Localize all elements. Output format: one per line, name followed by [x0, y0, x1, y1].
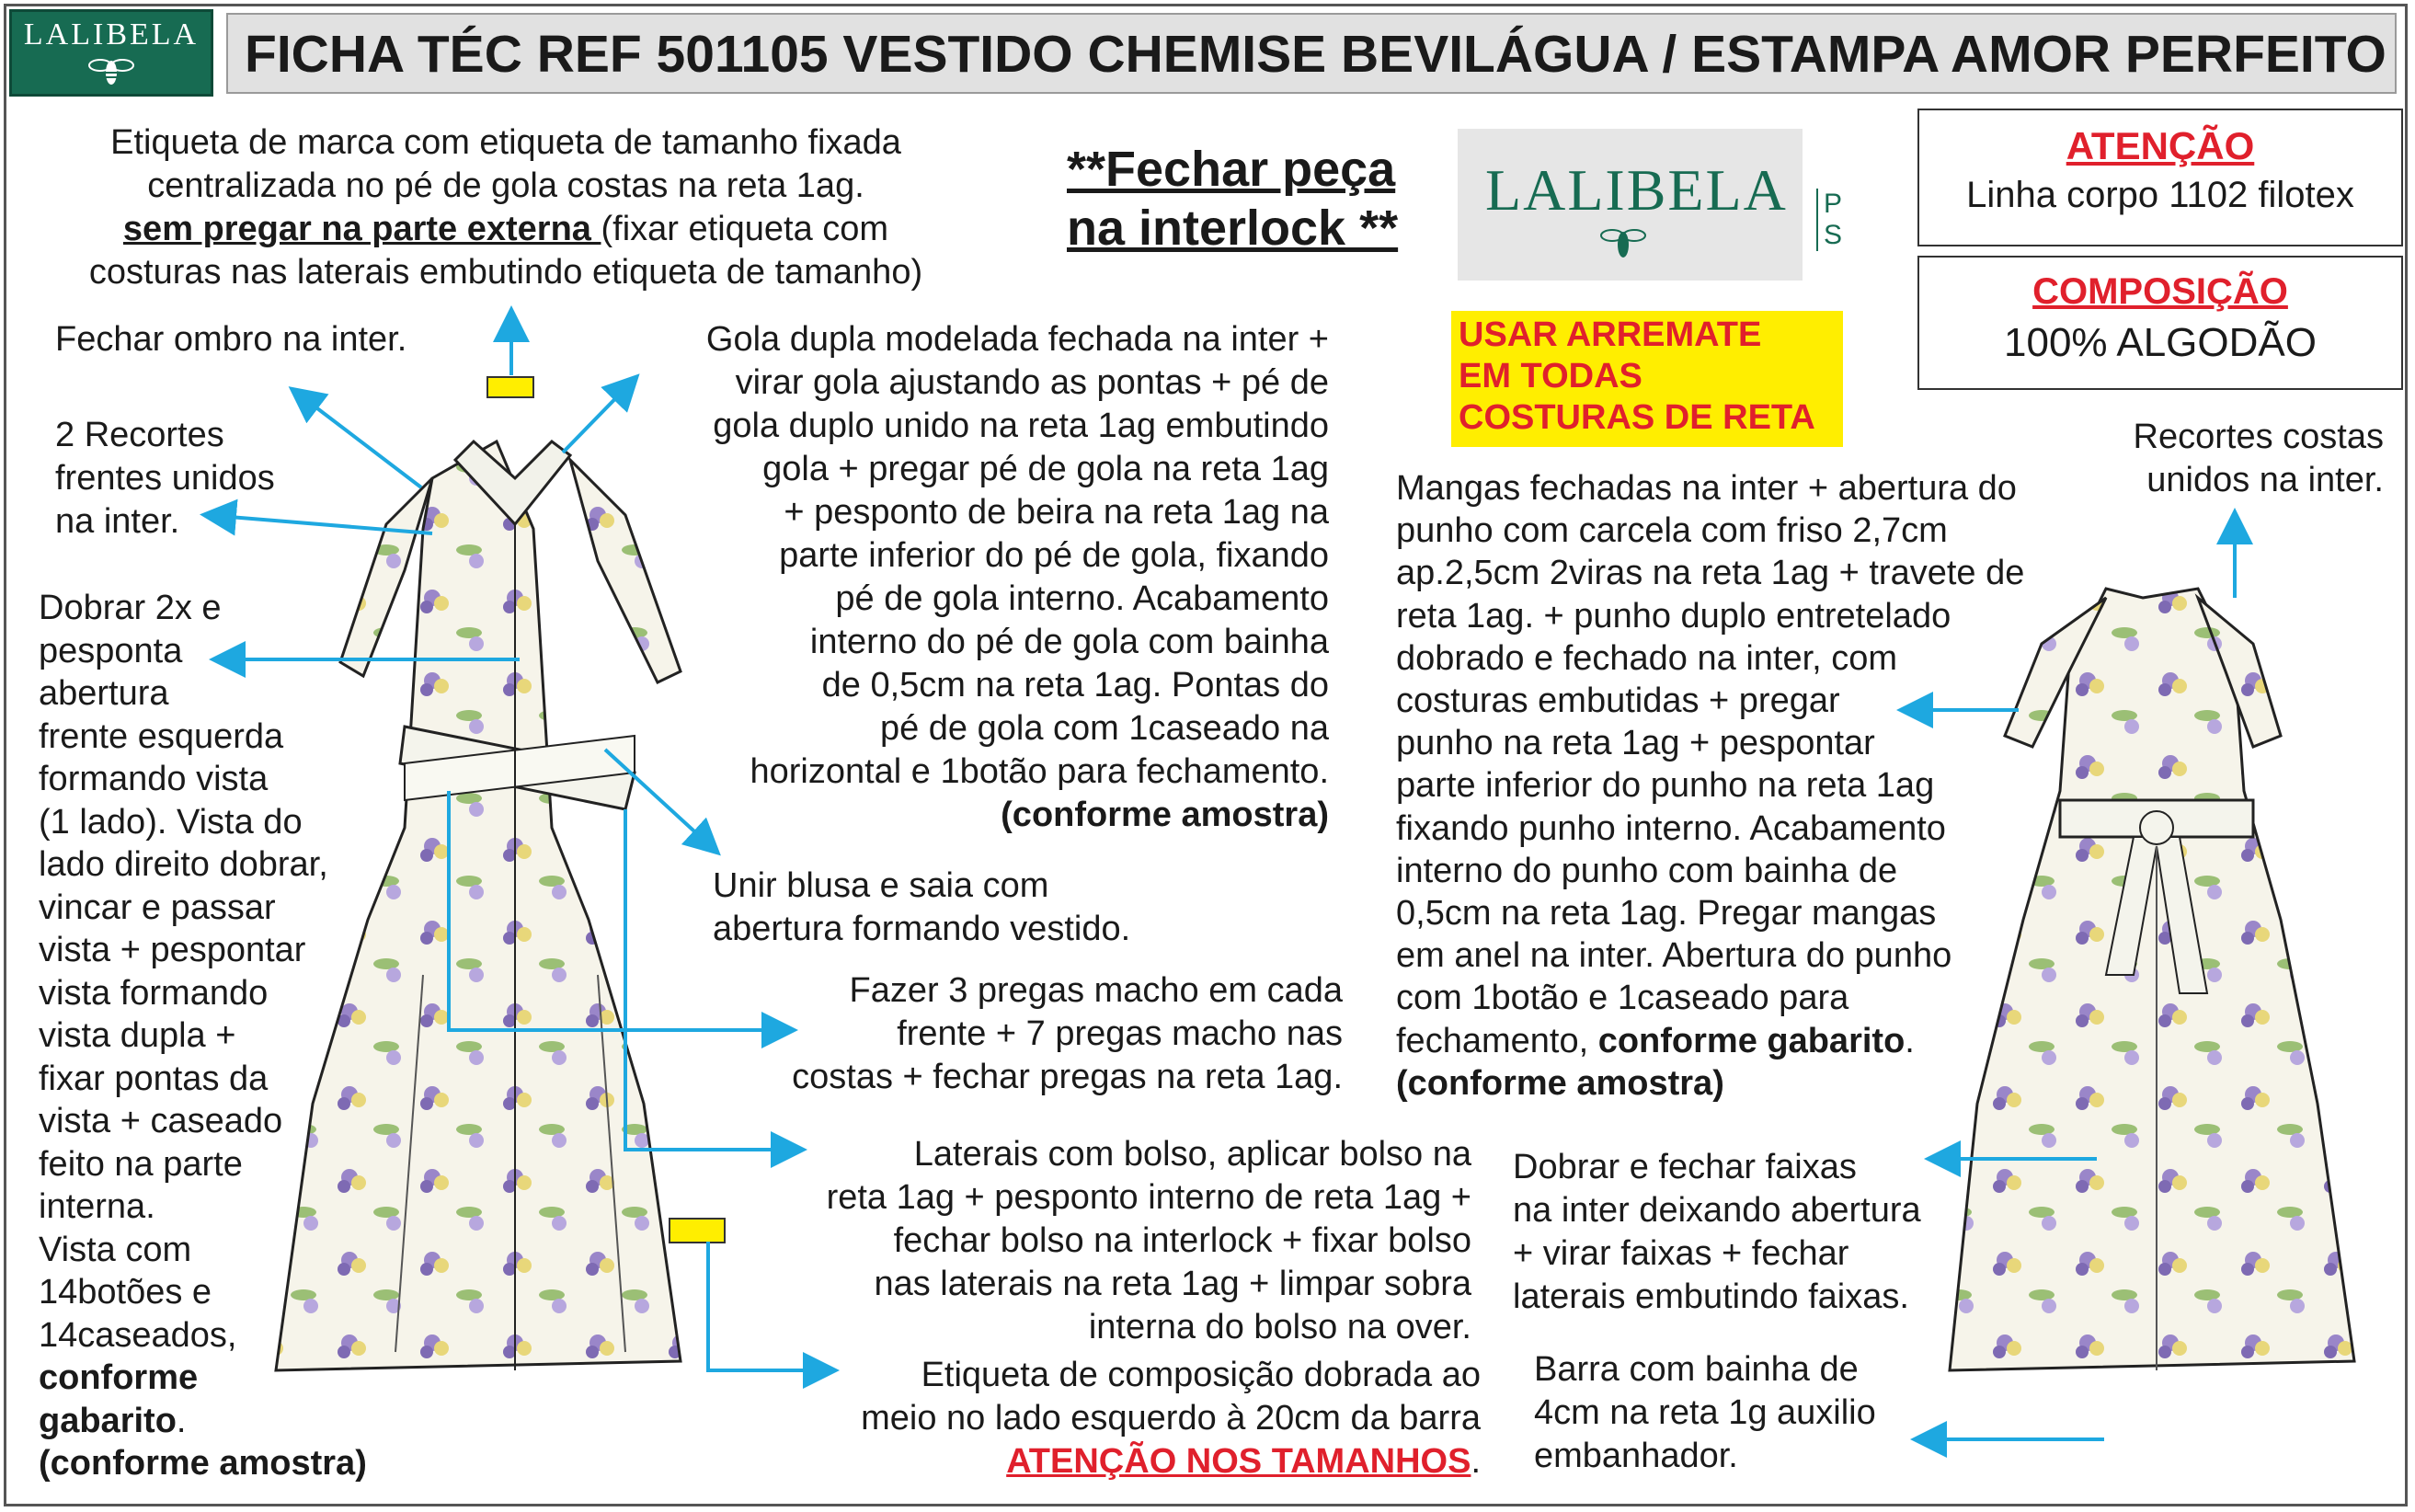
- note-recortes-frentes: [55, 414, 275, 544]
- note-line: embanhador.: [1534, 1437, 1738, 1475]
- note-line: feito na parte: [39, 1144, 243, 1184]
- note-emphasis: sem pregar na parte externa: [122, 210, 601, 248]
- note-line: fixar pontas da: [39, 1059, 269, 1098]
- note-line: vista + pespontar: [39, 931, 306, 969]
- note-amostra: (conforme amostra): [39, 1444, 367, 1483]
- note-line: (1 lado). Vista do: [39, 802, 303, 842]
- arremate-line: USAR ARREMATE: [1459, 315, 1762, 354]
- note-line: [782, 1440, 1481, 1483]
- note-laterais-bolso: [736, 1133, 1471, 1349]
- note-line: Dobrar e fechar faixas: [1513, 1148, 1857, 1186]
- note-line: horizontal e 1botão para fechamento.: [750, 752, 1329, 791]
- note-line: vista formando: [39, 973, 269, 1013]
- note-line: parte inferior do pé de gola, fixando: [779, 536, 1329, 575]
- note-line: vincar e passar: [39, 888, 276, 927]
- note-line: 2 Recortes: [55, 416, 224, 454]
- note-line: Mangas fechadas na inter + abertura do: [1396, 469, 2017, 508]
- note-line: 14caseados,: [39, 1315, 237, 1355]
- note-line: na inter deixando abertura: [1513, 1191, 1921, 1230]
- note-etiqueta-composicao: [782, 1354, 1481, 1483]
- note-line: frente esquerda: [39, 716, 284, 756]
- note-line: laterais embutindo faixas.: [1513, 1277, 1909, 1316]
- note-text: .: [1905, 1021, 1915, 1060]
- ps-mark: [1816, 189, 1842, 251]
- note-line: reta 1ag + pesponto interno de reta 1ag +: [826, 1178, 1471, 1217]
- note-line: frente + 7 pregas macho nas: [897, 1014, 1343, 1053]
- arremate-line: COSTURAS DE RETA: [1459, 398, 1815, 437]
- note-line: **Fechar peça: [1067, 142, 1396, 197]
- page-title: FICHA TÉC REF 501105 VESTIDO CHEMISE BEVILÁGUA / ESTAMPA AMOR PERFEITO: [226, 13, 2397, 94]
- atencao-tamanhos: ATENÇÃO NOS TAMANHOS: [1006, 1442, 1471, 1481]
- note-emphasis: conforme: [39, 1358, 199, 1397]
- note-line: gola + pregar pé de gola na reta 1ag: [762, 450, 1329, 488]
- note-line: vista + caseado: [39, 1102, 283, 1140]
- note-line: lado direito dobrar,: [39, 845, 328, 884]
- note-fechar-peca: [1067, 140, 1398, 258]
- arremate-line: EM TODAS: [1459, 357, 1642, 395]
- note-line: centralizada no pé de gola costas na reta 1ag.: [147, 166, 864, 205]
- note-line: virar gola ajustando as pontas + pé de: [735, 363, 1329, 402]
- note-line: Unir blusa e saia com: [713, 866, 1049, 905]
- note-line: 0,5cm na reta 1ag. Pregar mangas: [1396, 894, 1937, 934]
- note-line: interna do bolso na over.: [1088, 1308, 1471, 1346]
- atencao-text: Linha corpo 1102 filotex: [1966, 175, 2354, 215]
- note-line: abertura: [39, 674, 169, 713]
- note-etiqueta-marca: [37, 121, 975, 294]
- note-line: interno do punho com bainha de: [1396, 851, 1898, 890]
- note-mangas: [1396, 467, 2024, 1105]
- ps-letter: S: [1824, 220, 1843, 250]
- note-line: costas + fechar pregas na reta 1ag.: [792, 1058, 1343, 1096]
- note-gola: [625, 318, 1329, 837]
- note-line: na inter.: [55, 502, 180, 541]
- note-amostra: (conforme amostra): [1396, 1063, 1724, 1103]
- note-line: com 1botão e 1caseado para: [1396, 979, 1849, 1018]
- note-amostra: (conforme amostra): [1001, 796, 1329, 834]
- note-line: em anel na inter. Abertura do punho: [1396, 936, 1952, 976]
- note-text: (fixar etiqueta com: [601, 210, 889, 248]
- note-line: Laterais com bolso, aplicar bolso na: [913, 1135, 1471, 1174]
- note-line: Etiqueta de marca com etiqueta de tamanho fixada: [110, 123, 901, 162]
- lalibela-ps-logo: [1458, 129, 1803, 281]
- note-line: dobrado e fechado na inter, com: [1396, 638, 1898, 678]
- note-line: frentes unidos: [55, 459, 275, 498]
- note-line: [37, 208, 975, 251]
- note-line: + virar faixas + fechar: [1513, 1234, 1849, 1273]
- bee-icon: [1596, 221, 1651, 263]
- note-recortes-costas: [2023, 416, 2384, 502]
- note-line: Recortes costas: [2133, 418, 2384, 456]
- composicao-text: 100% ALGODÃO: [2004, 320, 2317, 365]
- note-barra: [1534, 1348, 1876, 1478]
- note-line: na interlock **: [1067, 200, 1399, 256]
- note-line: reta 1ag. + punho duplo entretelado: [1396, 596, 1951, 636]
- note-line: fixando punho interno. Acabamento: [1396, 808, 1946, 848]
- note-line: [39, 1400, 367, 1443]
- note-line: punho com carcela com friso 2,7cm: [1396, 511, 1948, 551]
- note-line: meio no lado esquerdo à 20cm da barra: [861, 1399, 1481, 1438]
- note-unir-blusa: [713, 865, 1130, 951]
- note-emphasis: gabarito: [39, 1401, 177, 1440]
- note-line: Etiqueta de composição dobrada ao: [921, 1356, 1481, 1394]
- note-text: .: [176, 1401, 187, 1440]
- note-text: fechamento,: [1396, 1021, 1598, 1060]
- note-line: Fazer 3 pregas macho em cada: [849, 971, 1343, 1010]
- ps-logo-name: LALIBELA: [1485, 157, 1788, 223]
- note-line: abertura formando vestido.: [713, 910, 1131, 948]
- composicao-box: [1917, 256, 2403, 390]
- note-pregas: [717, 969, 1343, 1099]
- composicao-title: COMPOSIÇÃO: [2032, 271, 2288, 312]
- atencao-title: ATENÇÃO: [2066, 124, 2255, 167]
- note-line: Barra com bainha de: [1534, 1350, 1859, 1389]
- note-line: pesponta: [39, 631, 183, 670]
- note-line: parte inferior do punho na reta 1ag: [1396, 766, 1935, 806]
- atencao-box: [1917, 109, 2403, 246]
- ps-letter: P: [1824, 189, 1843, 219]
- note-line: 14botões e: [39, 1273, 212, 1312]
- arremate-notice: [1451, 311, 1843, 447]
- note-line: pé de gola com 1caseado na: [879, 709, 1329, 748]
- note-line: Vista com: [39, 1230, 192, 1269]
- note-line: [1396, 1020, 2024, 1062]
- note-line: costuras nas laterais embutindo etiqueta de tamanho): [88, 253, 923, 292]
- note-line: Dobrar 2x e: [39, 589, 222, 627]
- note-line: interna.: [39, 1187, 155, 1226]
- note-line: costuras embutidas + pregar: [1396, 682, 1840, 721]
- note-line: 4cm na reta 1g auxilio: [1534, 1393, 1876, 1432]
- note-emphasis: conforme gabarito: [1597, 1021, 1906, 1060]
- note-line: nas laterais na reta 1ag + limpar sobra: [874, 1265, 1471, 1303]
- note-line: unidos na inter.: [2146, 461, 2384, 499]
- note-line: punho na reta 1ag + pespontar: [1396, 724, 1875, 763]
- note-line: pé de gola interno. Acabamento: [835, 579, 1329, 618]
- note-line: ap.2,5cm 2viras na reta 1ag + travete de: [1396, 554, 2025, 593]
- note-line: vista dupla +: [39, 1016, 236, 1055]
- note-faixas: [1513, 1146, 1921, 1319]
- note-fechar-ombro: Fechar ombro na inter.: [55, 320, 407, 359]
- note-line: fechar bolso na interlock + fixar bolso: [893, 1221, 1471, 1260]
- note-line: formando vista: [39, 760, 269, 798]
- note-dobrar-vista: [39, 587, 367, 1485]
- note-line: de 0,5cm na reta 1ag. Pontas do: [821, 666, 1329, 704]
- note-text: .: [1471, 1442, 1481, 1481]
- note-line: Gola dupla modelada fechada na inter +: [705, 320, 1329, 359]
- note-line: gola duplo unido na reta 1ag embutindo: [713, 407, 1329, 445]
- note-line: + pesponto de beira na reta 1ag na: [784, 493, 1329, 532]
- brand-name: LALIBELA: [23, 17, 200, 52]
- note-line: interno do pé de gola com bainha: [809, 623, 1329, 661]
